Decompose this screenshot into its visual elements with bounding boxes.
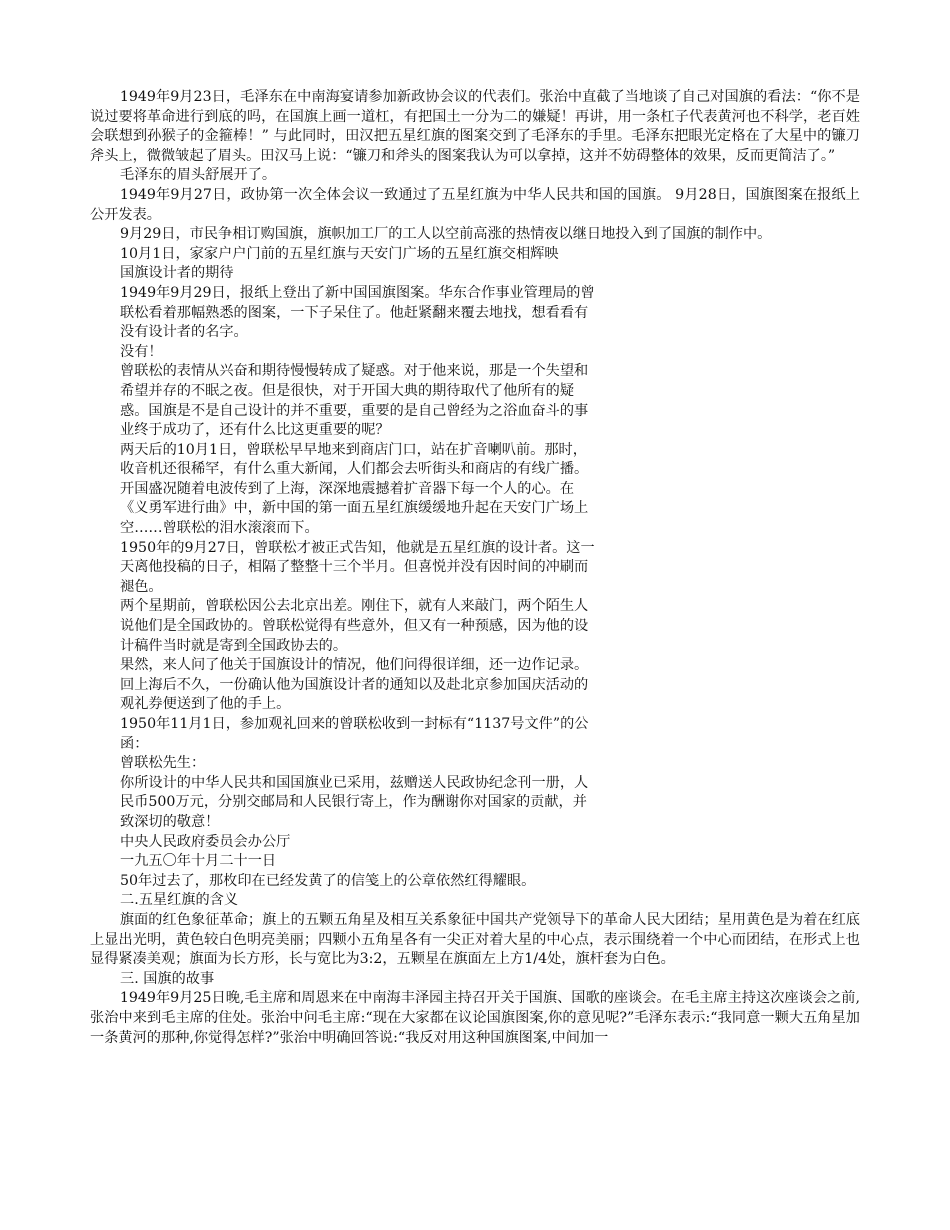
paragraph-15: 回上海后不久，一份确认他为国旗设计者的通知以及赴北京参加国庆活动的观礼券便送到了他的手上。 — [120, 676, 589, 713]
paragraph-16: 1950年11月1日，参加观礼回来的曾联松收到一封标有“1137号文件”的公函： — [120, 716, 589, 752]
document-body — [90, 88, 860, 1048]
paragraph-12: 1950年的9月27日，曾联松才被正式告知，他就是五星红旗的设计者。这一天离他投稿的日子，相隔了整整十三个半月。但喜悦并没有因时间的冲刷而褪色。 — [120, 539, 595, 595]
paragraph-13: 两个星期前，曾联松因公去北京出差。刚住下，就有人来敲门，两个陌生人说他们是全国政协的。曾联松觉得有些意外，但又有一种预感，因为他的设计稿件当时就是寄到全国政协去的。 — [120, 598, 589, 654]
paragraph-5: 10月1日，家家户户门前的五星红旗与天安门广场的五星红旗交相辉映 — [120, 245, 559, 262]
paragraph-3: 1949年9月27日，政协第一次全体会议一致通过了五星红旗为中华人民共和国的国旗。 9月28日，国旗图案在报纸上公开发表。 — [90, 186, 860, 223]
paragraph-10: 两天后的10月1日，曾联松早早地来到商店门口，站在扩音喇叭前。那时，收音机还很稀罕，有什么重大新闻，人们都会去听街头和商店的有线广播。 — [120, 441, 589, 478]
paragraph-21: 50年过去了，那枚印在已经发黄了的信笺上的公章依然红得耀眼。 — [120, 872, 536, 889]
letter-salutation: 曾联松先生： — [120, 755, 206, 772]
letter-body: 你所设计的中华人民共和国国旗业已采用，兹赠送人民政协纪念刊一册，人民币500万元，分别交邮局和人民银行寄上，作为酬谢你对国家的贡献，并致深切的敬意！ — [120, 774, 589, 830]
letter-signature: 中央人民政府委员会办公厅 — [120, 833, 291, 850]
paragraph-23: 旗面的红色象征革命；旗上的五颗五角星及相互关系象征中国共产党领导下的革命人民大团结；星用黄色是为着在红底上显出光明，黄色较白色明亮美丽；四颗小五角星各有一尖正对着大星的中心点，表示围绕着一个中心而团结，在形式上也显得紧凑美观；旗面为长方形，长与宽比为3:2，五颗星在旗面左上方1/4处，旗杆套为白色。 — [90, 911, 860, 968]
paragraph-2: 毛泽东的眉头舒展开了。 — [120, 167, 277, 184]
section-heading-story: 三. 国旗的故事 — [120, 970, 215, 987]
paragraph-9: 曾联松的表情从兴奋和期待慢慢转成了疑惑。对于他来说，那是一个失望和希望并存的不眠之夜。但是很快，对于开国大典的期待取代了他所有的疑惑。国旗是不是自己设计的并不重要，重要的是自己曾经为之浴血奋斗的事业终于成功了，还有什么比这更重要的呢？ — [120, 363, 589, 439]
section-heading-meaning: 二.五星红旗的含义 — [120, 892, 239, 909]
paragraph-25: 1949年9月25日晚,毛主席和周恩来在中南海丰泽园主持召开关于国旗、国歌的座谈会。在毛主席主持这次座谈会之前,张治中来到毛主席的住处。张治中问毛主席:“现在大家都在议论国旗图案,你的意见呢?”毛泽东表示:“我同意一颗大五角星加一条黄河的那种,你觉得怎样?”张治中明确回答说:“我反对用这种国旗图案,中间加一 — [90, 990, 860, 1046]
paragraph-11: 开国盛况随着电波传到了上海，深深地震撼着扩音器下每一个人的心。在《义勇军进行曲》中，新中国的第一面五星红旗缓缓地升起在天安门广场上空……曾联松的泪水滚滚而下。 — [120, 480, 589, 537]
letter-date: 一九五〇年十月二十一日 — [120, 853, 277, 870]
section-heading-designer: 国旗设计者的期待 — [120, 265, 234, 282]
paragraph-4: 9月29日，市民争相订购国旗，旗帜加工厂的工人以空前高涨的热情夜以继日地投入到了国旗的制作中。 — [120, 226, 772, 243]
paragraph-7: 1949年9月29日，报纸上登出了新中国国旗图案。华东合作事业管理局的曾联松看着那幅熟悉的图案，一下子呆住了。他赶紧翻来覆去地找，想看看有没有设计者的名字。 — [120, 284, 595, 341]
paragraph-8: 没有！ — [120, 343, 163, 360]
paragraph-1: 1949年9月23日，毛泽东在中南海宴请参加新政协会议的代表们。张治中直截了当地谈了自己对国旗的看法：“你不是说过要将革命进行到底的吗，在国旗上画一道杠，有把国土一分为二的嫌疑！再讲，用一条杠子代表黄河也不科学，老百姓会联想到孙猴子的金箍棒！” 与此同时，田汉把五星红旗的图案交到了毛泽东的手里。毛泽东把眼光定格在了大星中的镰刀斧头上，微微皱起了眉头。田汉马上说：“镰刀和斧头的图案我认为可以拿掉，这并不妨碍整体的效果，反而更简洁了。” — [90, 89, 860, 164]
paragraph-14: 果然，来人问了他关于国旗设计的情况，他们问得很详细，还一边作记录。 — [120, 657, 589, 674]
